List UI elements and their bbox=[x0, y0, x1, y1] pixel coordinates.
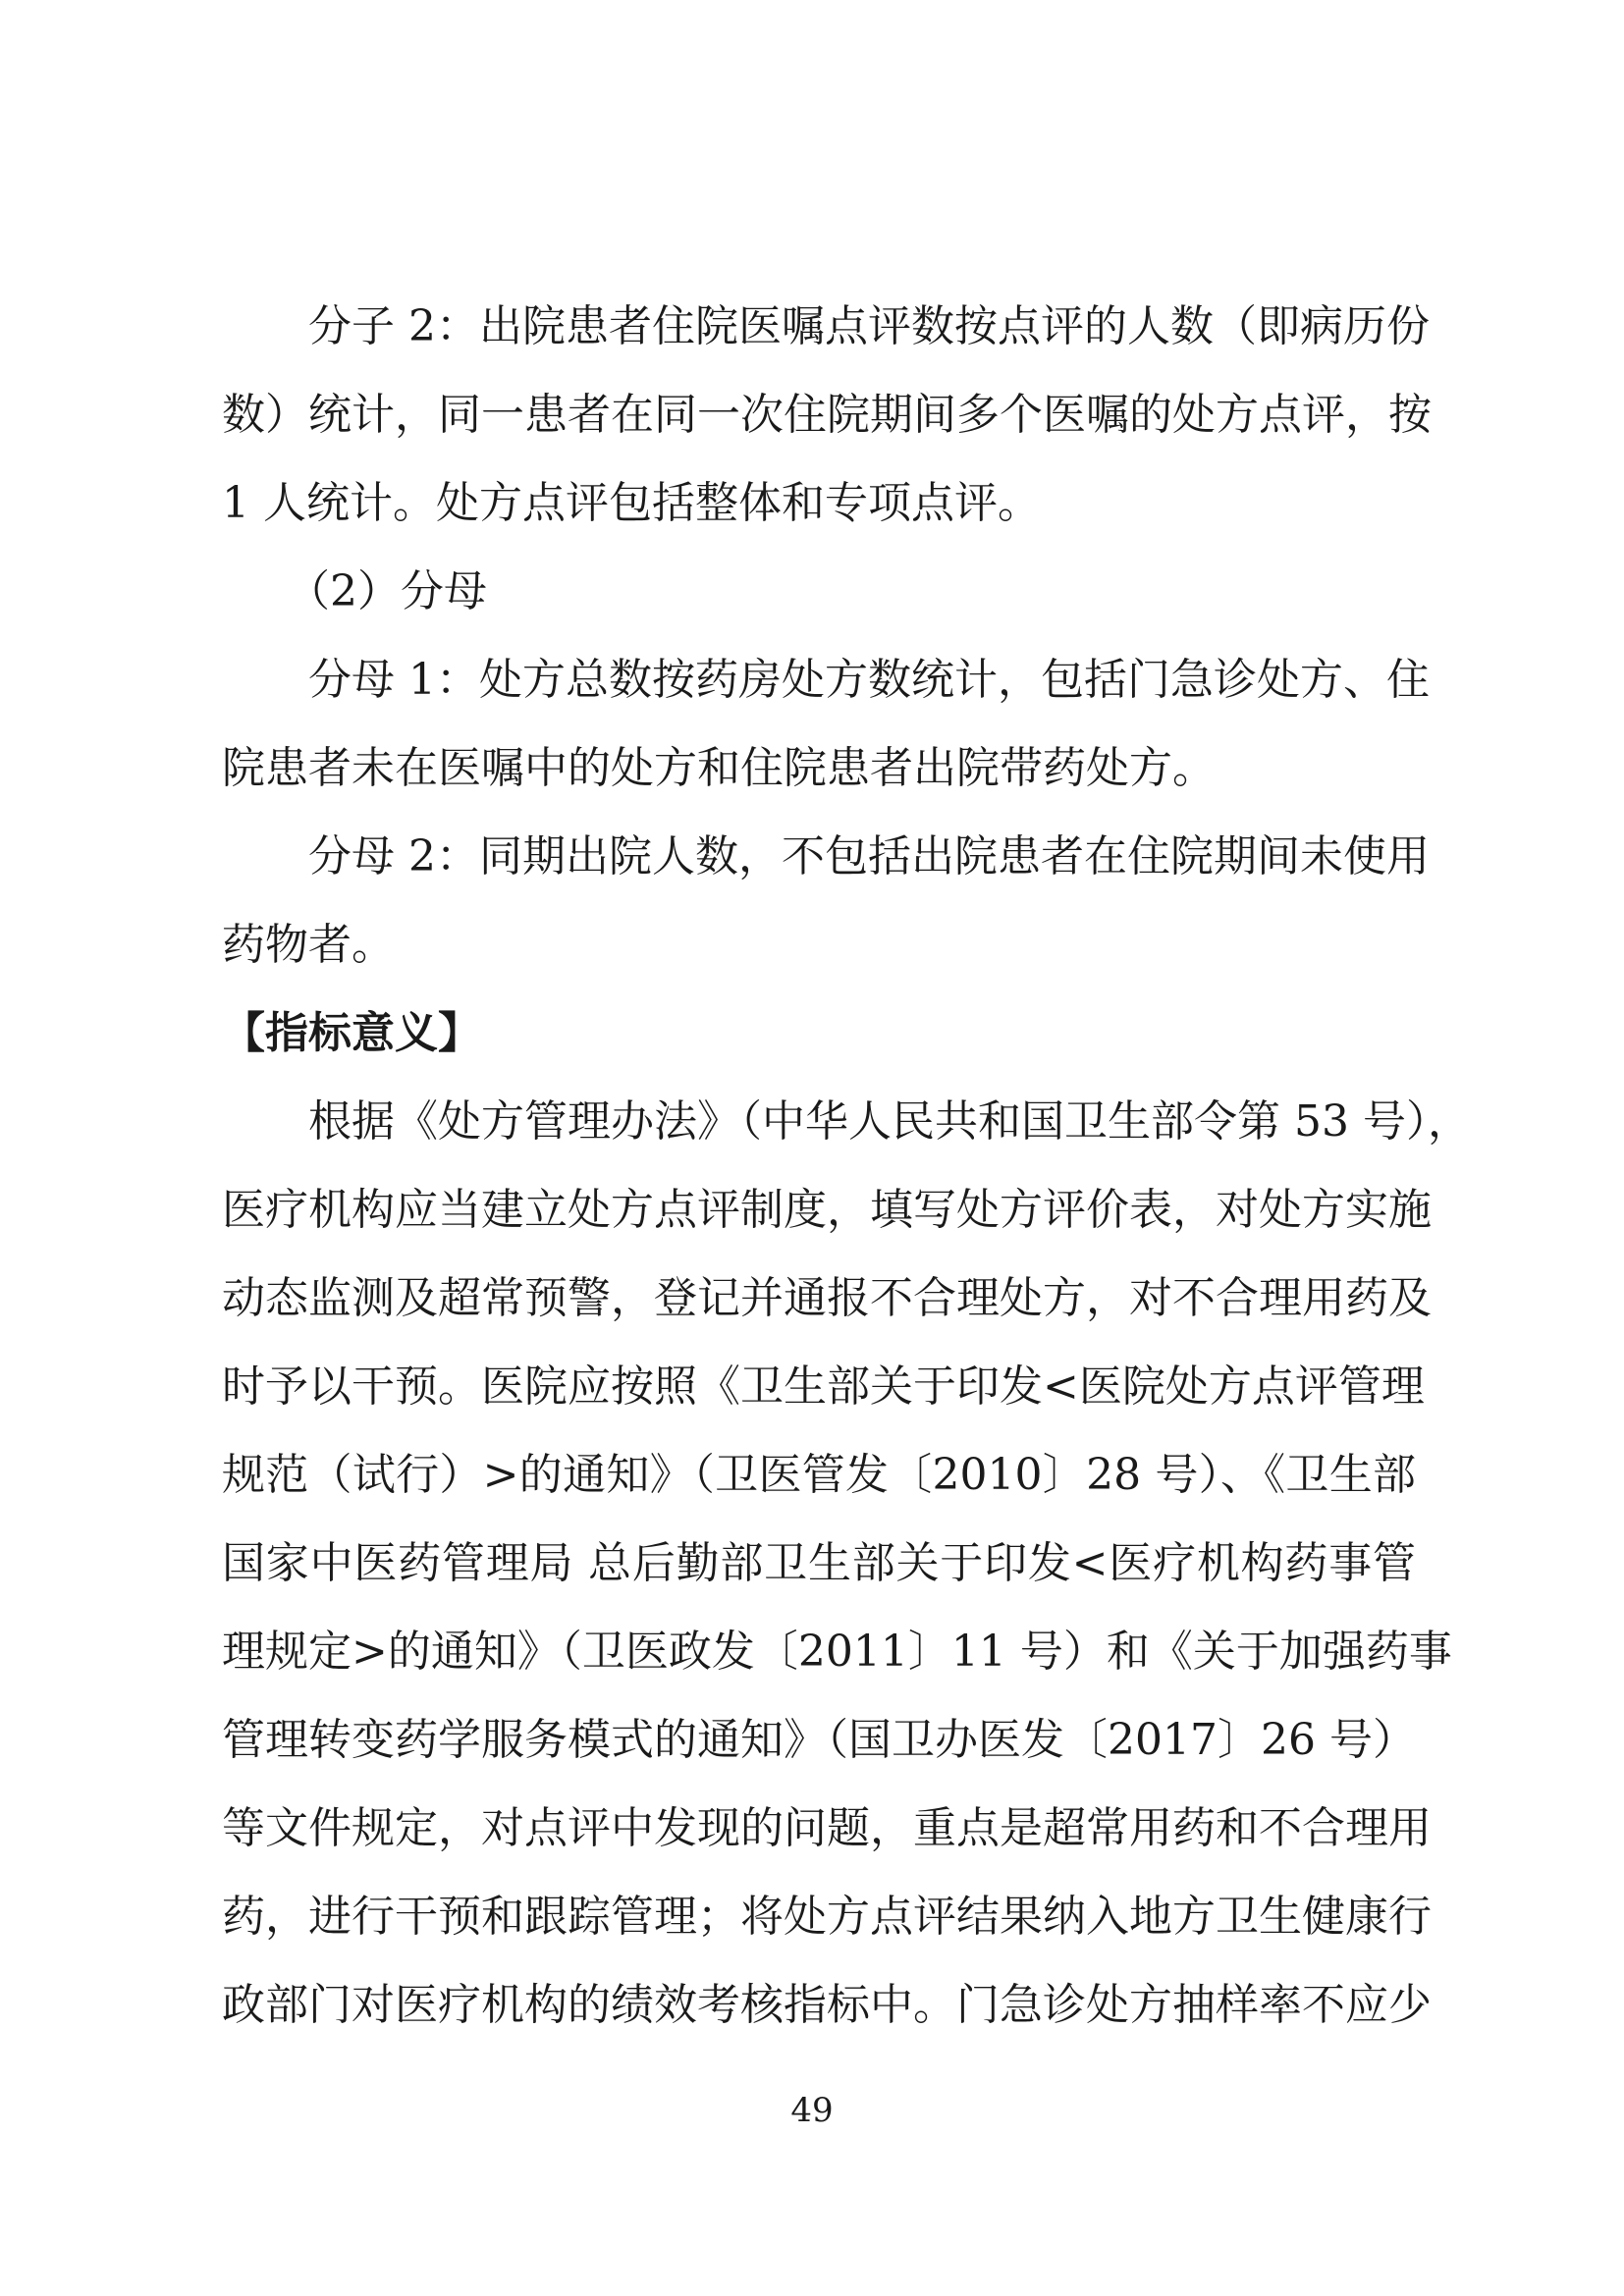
paragraph-denominator-1 bbox=[222, 636, 1430, 813]
text-line: 政部门对医疗机构的绩效考核指标中。门急诊处方抽样率不应少 bbox=[222, 1980, 1432, 2030]
text-line: 分母 2：同期出院人数，不包括出院患者在住院期间未使用 bbox=[308, 831, 1430, 881]
text-line: 根据《处方管理办法》（中华人民共和国卫生部令第 53 号）， bbox=[308, 1096, 1471, 1147]
text-line: 分母 1：处方总数按药房处方数统计，包括门急诊处方、住 bbox=[308, 655, 1430, 705]
section-heading-significance bbox=[222, 989, 1416, 1078]
text-line: 数）统计，同一患者在同一次住院期间多个医嘱的处方点评，按 bbox=[222, 390, 1432, 440]
text-line: 时予以干预。医院应按照《卫生部关于印发<医院处方点评管理 bbox=[222, 1362, 1425, 1412]
page-number: 49 bbox=[790, 2091, 834, 2130]
text-line: 药，进行干预和跟踪管理；将处方点评结果纳入地方卫生健康行 bbox=[222, 1892, 1432, 1942]
text-line: （2）分母 bbox=[287, 566, 487, 616]
text-line: 管理转变药学服务模式的通知》（国卫办医发〔2017〕26 号） bbox=[222, 1715, 1416, 1765]
text-line: 1 人统计。处方点评包括整体和专项点评。 bbox=[222, 478, 1041, 528]
page-body bbox=[222, 283, 1471, 2050]
text-line: 【指标意义】 bbox=[222, 1008, 481, 1058]
text-line: 规范（试行）>的通知》（卫医管发〔2010〕28 号）、《卫生部 bbox=[222, 1450, 1416, 1500]
section-heading-denominator bbox=[222, 548, 1416, 636]
text-line: 药物者。 bbox=[222, 920, 395, 970]
text-line: 动态监测及超常预警，登记并通报不合理处方，对不合理用药及 bbox=[222, 1273, 1432, 1323]
text-line: 院患者未在医嘱中的处方和住院患者出院带药处方。 bbox=[222, 743, 1216, 793]
paragraph-numerator-2 bbox=[222, 283, 1432, 548]
text-line: 国家中医药管理局 总后勤部卫生部关于印发<医疗机构药事管 bbox=[222, 1538, 1416, 1588]
text-line: 理规定>的通知》（卫医政发〔2011〕11 号）和《关于加强药事 bbox=[222, 1627, 1452, 1677]
paragraph-denominator-2 bbox=[222, 813, 1430, 989]
text-line: 等文件规定，对点评中发现的问题，重点是超常用药和不合理用 bbox=[222, 1803, 1432, 1853]
text-line: 医疗机构应当建立处方点评制度，填写处方评价表，对处方实施 bbox=[222, 1185, 1432, 1235]
text-line: 分子 2：出院患者住院医嘱点评数按点评的人数（即病历份 bbox=[308, 301, 1430, 351]
paragraph-significance bbox=[222, 1078, 1471, 2050]
